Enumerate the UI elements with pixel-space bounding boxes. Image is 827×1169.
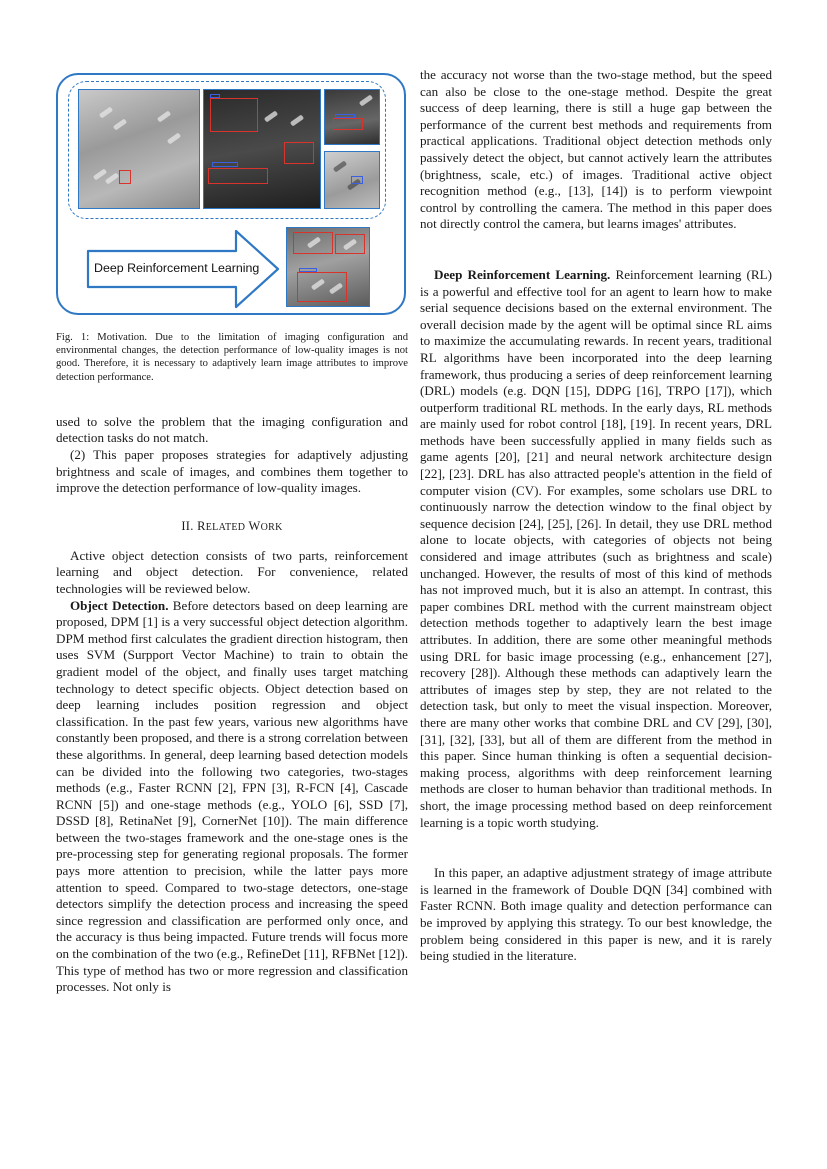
section-number: II. — [181, 518, 194, 533]
paragraph-body-object-detection: Before detectors based on deep learning are proposed, DPM [1] is a very successful object detection algorithm. DPM method first calculates the gradient direction histogram, then uses SVM (Surpport Vector Machine) to train to obtain the gradient model of the object, and finally uses target matching technology to detect specific objects. Object detection based on deep learning includes position regression and object classification. In the past few years, various new algorithms have constantly been proposed, and there is a strong correlation between these algorithms. In general, deep learning based detection models can be divided into the following two categories, two-stages methods (e.g., Faster RCNN [2], FPN [3], R-FCN [4], Cascade RCNN [5]) and one-stage methods (e.g., YOLO [6], SSD [7], DSSD [8], RetinaNet [9], CornerNet [10]). The main difference between the two-stages framework and the one-stage ones is the pre-processing step for generating regional proposals. The former pays more attention to precision, while the latter pays more attention to speed. Compared to two-stage detectors, one-stage detectors simplify the detection process and increasing the speed since regression and classification are performed only once, and the accuracy is thus being impacted. Future trends will focus more on the combination of the two (e.g., RefineDet [11], RFBNet [12]). This type of method has two or more regression and classification processes. Not only is — [56, 597, 408, 995]
figure-caption: Fig. 1: Motivation. Due to the limitation of imaging configuration and environmental changes, the detection performance of low-quality images is not good. Therefore, it is necessary to adaptively learn image attributes to improve detection performance. — [56, 332, 408, 383]
section-title-initial-2: W — [248, 518, 261, 533]
paragraph-object-detection — [56, 598, 408, 996]
section-title-initial: R — [197, 518, 206, 533]
enhanced-output-image — [286, 227, 370, 307]
paragraph-continued: used to solve the problem that the imaging configuration and detection tasks do not match. — [56, 413, 408, 446]
paragraph-title-drl: Deep Reinforcement Learning. — [434, 266, 611, 282]
low-quality-dark-image — [203, 89, 321, 209]
arrow-label: Deep Reinforcement Learning — [94, 261, 260, 275]
paragraph-contribution-2: (2) This paper proposes strategies for adaptively adjusting brightness and scale of images, and combines them together to improve the detection performance of low-quality images. — [56, 447, 408, 496]
low-quality-bright-image — [78, 89, 200, 209]
paragraph-continued-right: the accuracy not worse than the two-stage method, but the speed can also be close to the one-stage method. Despite the great success of deep learning, there is still a huge gap between the performance of the current best methods and requirements from practical applications. Traditional object detection methods only passively detect the object, but cannot actively learn the attributes (brightness, scale, etc.) of images. Traditional active object recognition method (e.g., [13], [14]) is to perform viewpoint control by controlling the camera. The method in this paper does not directly control the camera, but learns images' attributes. — [420, 67, 772, 232]
left-column — [56, 67, 408, 996]
paragraph-body-drl: Reinforcement learning (RL) is a powerful and effective tool for an agent to learn how to make serial sequence decisions based on the external environment. The overall decision made by the agent will be optimal since RL aims to maximize the accumulating rewards. In recent years, traditional RL algorithms have been incorporated into the deep learning framework, thus producing a series of deep reinforcement learning (DRL) models (e.g. DQN [15], DDPG [16], TRPO [17]), which outperform traditional RL methods. In the early days, RL methods are mainly used for robot control [18], [19]. In recent years, DRL methods have been successfully applied in many fields such as game agents [20], [21] and neural network architecture design [22], [23]. DRL has also attracted people's attention in the field of computer vision (CV). For examples, some scholars use DRL to continuously narrow the detection window to the final object by sequence decision [24], [25], [26]. In detail, they use DRL method alone to locate objects, with categories of objects not being considered and image attributes (such as brightness and scale) unchanged. However, the results of most of this kind of methods has not improved much, but it is also an attempt. In contrast, this paper combines DRL method with the current mainstream object detection methods together to adaptively learn the best image attributes. In addition, there are some other meaningful methods using DRL for basic image processing (e.g., enhancement [27], recovery [28]). Although these methods can adaptively learn the attributes of images step by step, they are not related to the detection task, but only to meet the visual inspection. Moreover, there are many other works that combine DRL and CV [29], [30], [31], [32], [33], but all of them are different from the method in this paper. Since human thinking is often a sequential decision-making process, algorithms with deep reinforcement learning methods are closer to human behavior than traditional methods. In short, the image processing method based on deep reinforcement learning is a topic worth studying. — [420, 266, 772, 830]
motivation-figure — [56, 67, 408, 317]
paragraph-related-intro: Active object detection consists of two parts, reinforcement learning and object detection. For convenience, related technologies will be reviewed below. — [56, 547, 408, 596]
section-heading — [56, 519, 408, 534]
section-title-rest: ELATED — [205, 521, 246, 533]
small-dark-image — [324, 89, 380, 145]
section-title-rest-2: ORK — [260, 521, 283, 533]
paragraph-drl — [420, 267, 772, 831]
small-bright-image — [324, 151, 380, 209]
paragraph-this-paper: In this paper, an adaptive adjustment strategy of image attribute is learned in the framework of Double DQN [34] combined with Faster RCNN. Both image quality and detection performance can be improved by applying this strategy. To our best knowledge, the problem being considered in this paper is new, and it is rarely being studied in the literature. — [420, 865, 772, 964]
right-column — [420, 67, 772, 965]
paragraph-title-object-detection: Object Detection. — [70, 597, 169, 613]
